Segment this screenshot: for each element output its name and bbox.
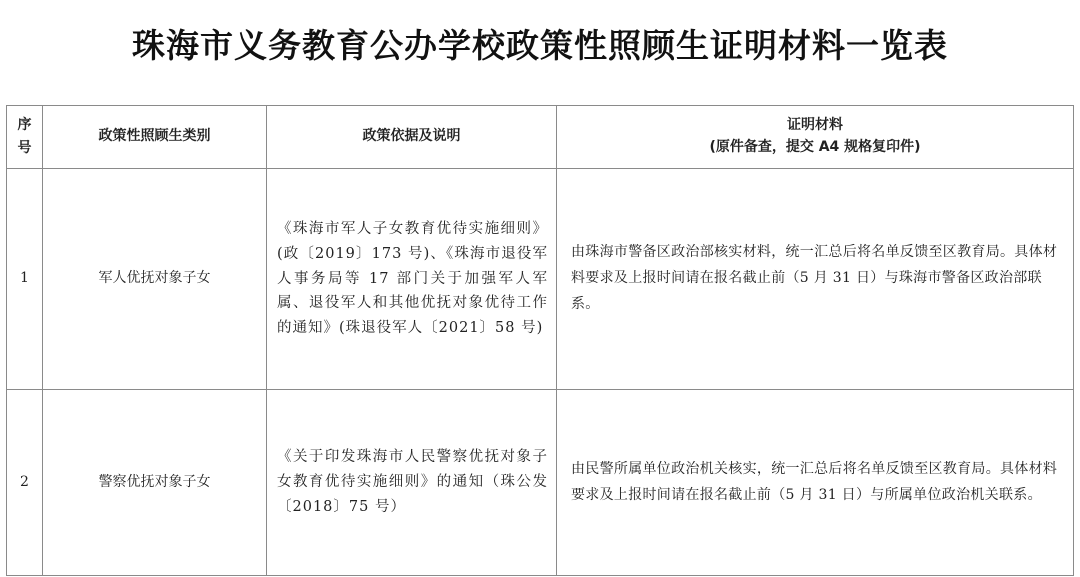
row-materials: 由民警所属单位政治机关核实，统一汇总后将名单反馈至区教育局。具体材料要求及上报时间请在报名截止前（5 月 31 日）与所属单位政治机关联系。 (557, 390, 1074, 576)
table-header-row (7, 106, 1074, 169)
row-policy-basis: 《关于印发珠海市人民警察优抚对象子女教育优待实施细则》的通知（珠公发〔2018〕75 号） (267, 390, 557, 576)
header-materials (557, 106, 1074, 169)
header-basis: 政策依据及说明 (267, 106, 557, 169)
row-category: 警察优抚对象子女 (43, 390, 267, 576)
row-policy-basis: 《珠海市军人子女教育优待实施细则》(政〔2019〕173 号)、《珠海市退役军人事务局等 17 部门关于加强军人军属、退役军人和其他优抚对象优待工作的通知》(珠退役军人〔2021〕58 号) (267, 169, 557, 390)
header-serial-number: 序号 (7, 106, 43, 169)
row-materials: 由珠海市警备区政治部核实材料，统一汇总后将名单反馈至区教育局。具体材料要求及上报时间请在报名截止前（5 月 31 日）与珠海市警备区政治部联系。 (557, 169, 1074, 390)
document-title: 珠海市义务教育公办学校政策性照顾生证明材料一览表 (132, 26, 948, 65)
row-serial-number: 2 (7, 390, 43, 576)
row-category: 军人优抚对象子女 (43, 169, 267, 390)
row-serial-number: 1 (7, 169, 43, 390)
header-materials-note: (原件备查，提交 A4 规格复印件) (709, 139, 921, 155)
header-category: 政策性照顾生类别 (43, 106, 267, 169)
header-materials-title: 证明材料 (787, 117, 843, 134)
table-row (7, 169, 1074, 390)
policy-table (6, 105, 1074, 576)
table-row (7, 390, 1074, 576)
